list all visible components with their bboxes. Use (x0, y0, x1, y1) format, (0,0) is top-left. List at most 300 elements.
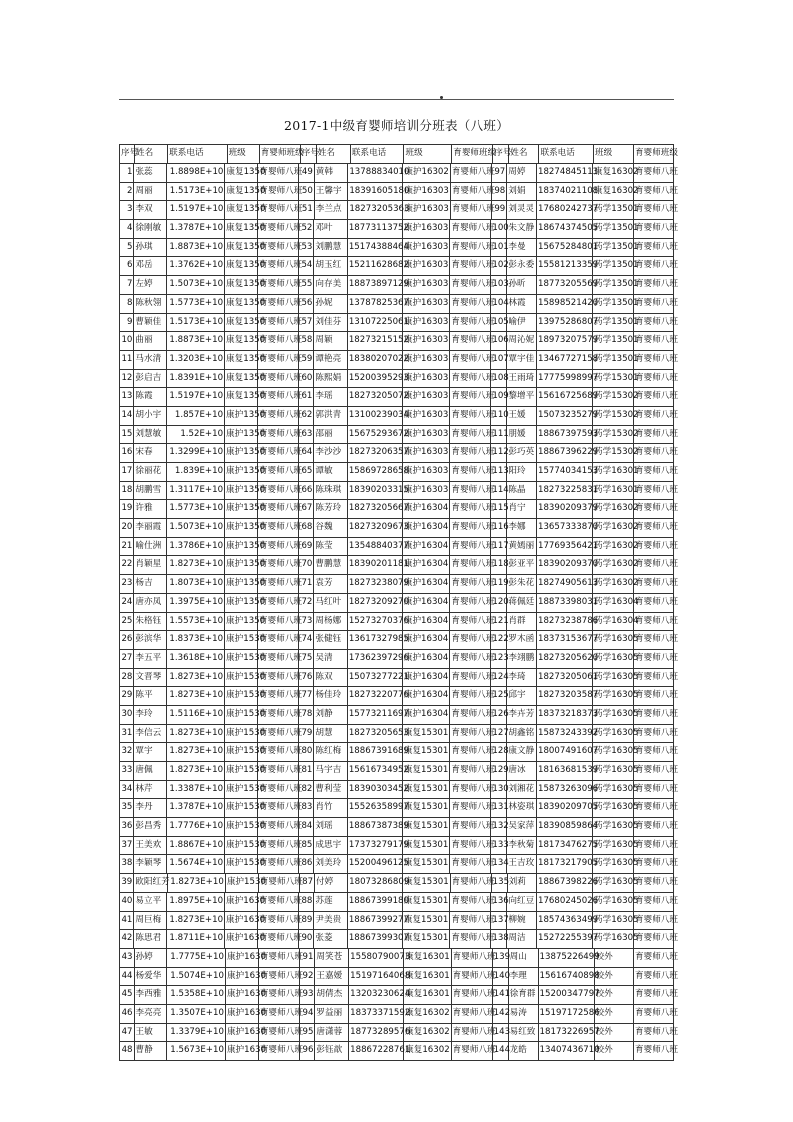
table-cell: 李沙沙 (314, 444, 347, 462)
table-cell: 103 (491, 276, 507, 294)
table-cell: 94 (300, 1005, 315, 1023)
table-cell: 李理 (509, 968, 539, 986)
table-cell: 11 (119, 351, 134, 369)
table-cell: 康护1530 (225, 650, 258, 668)
table-cell: 15526358997 (348, 799, 403, 817)
table-cell: 1.857E+10 (167, 407, 225, 425)
table-cell: 康复16302 (593, 183, 634, 201)
table-cell: 朱格钰 (134, 613, 166, 631)
table-cell: 育婴师八班 (450, 332, 491, 350)
table-cell: 康护16304 (403, 706, 451, 724)
header-cell: 序号 (301, 145, 317, 163)
table-cell: 育婴师八班 (634, 1005, 674, 1023)
table-cell: 45 (119, 986, 135, 1004)
table-cell: 96 (300, 1042, 315, 1060)
table-cell: 康复1350 (225, 220, 258, 238)
table-cell: 育婴师八班 (634, 575, 674, 593)
table-cell: 1.8273E+10 (167, 743, 225, 761)
table-row (119, 706, 678, 725)
table-cell: 李信云 (134, 725, 166, 743)
table-cell: 18273238079 (348, 575, 403, 593)
table-cell: 15873243392 (537, 725, 593, 743)
table-cell: 135 (492, 874, 508, 892)
table-cell: 唐冰 (507, 762, 537, 780)
table-cell: 13875226499 (539, 949, 595, 967)
table-cell: 1.8711E+10 (167, 930, 225, 948)
table-cell: 107 (491, 351, 507, 369)
table-cell: 25 (119, 613, 134, 631)
table-cell: 109 (491, 388, 507, 406)
table-cell: 药学15302 (593, 426, 634, 444)
table-cell: 育婴师八班 (452, 986, 493, 1004)
table-cell: 18973207579 (537, 332, 593, 350)
table-cell: 曹颖佳 (134, 314, 166, 332)
table-cell: 18773289576 (349, 1024, 404, 1042)
table-row (119, 687, 678, 706)
table-cell: 育婴师八班 (450, 444, 491, 462)
table-cell: 育婴师八班 (258, 220, 299, 238)
table-cell: 13788834010 (348, 164, 403, 182)
table-cell: 育婴师八班 (450, 220, 491, 238)
table-cell: 71 (299, 575, 314, 593)
table-cell: 111 (491, 426, 507, 444)
table-cell: 药学16305 (593, 855, 634, 873)
table-row (119, 1005, 678, 1024)
table-cell: 康复15301 (403, 855, 451, 873)
table-cell: 康护16303 (403, 276, 451, 294)
table-cell: 康护16304 (403, 538, 451, 556)
table-cell: 吴家萍 (507, 818, 537, 836)
table-cell: 36 (119, 818, 134, 836)
table-cell: 18390201181 (348, 556, 403, 574)
table-cell: 1.8073E+10 (167, 575, 225, 593)
table-cell: 1.5573E+10 (167, 613, 225, 631)
table-cell: 18163681539 (537, 762, 593, 780)
header-cell: 姓名 (135, 145, 168, 163)
table-cell: 药学16305 (593, 687, 634, 705)
table-cell: 李翊鹏 (507, 650, 537, 668)
table-cell: 康护1530 (225, 743, 258, 761)
table-cell: 30 (119, 706, 134, 724)
table-cell: 肖竹 (314, 799, 347, 817)
table-cell: 康护16303 (403, 220, 451, 238)
table-cell: 育婴师八班 (258, 370, 299, 388)
table-cell: 95 (300, 1024, 315, 1042)
table-cell: 20 (119, 519, 134, 537)
table-cell: 药学13501 (593, 332, 634, 350)
table-cell: 57 (299, 314, 314, 332)
table-cell: 育婴师八班 (258, 276, 299, 294)
table-cell: 康护16303 (403, 201, 451, 219)
table-cell: 曹静 (135, 1042, 168, 1060)
table-row (119, 855, 678, 874)
table-row (119, 650, 678, 669)
table-cell: 彭永委 (507, 257, 537, 275)
table-cell: 1.8873E+10 (167, 239, 225, 257)
table-cell: 130 (491, 781, 507, 799)
table-cell: 康复15301 (403, 837, 451, 855)
table-cell: 陈红梅 (314, 743, 347, 761)
table-cell: 73 (299, 613, 314, 631)
header-cell: 育婴师班级 (634, 145, 674, 163)
table-cell: 1.3762E+10 (167, 257, 225, 275)
table-cell: 64 (299, 444, 314, 462)
table-cell: 康护1350 (225, 613, 258, 631)
table-cell: 育婴师八班 (450, 743, 491, 761)
table-cell: 17373279179 (348, 837, 403, 855)
table-cell: 向存美 (314, 276, 347, 294)
table-cell: 康护1350 (225, 519, 258, 537)
table-cell: 育婴师八班 (258, 743, 299, 761)
table-cell: 马红叶 (314, 594, 347, 612)
table-cell: 康复16302 (593, 164, 634, 182)
header-cell: 育婴师班级 (260, 145, 301, 163)
table-row (119, 370, 678, 389)
table-cell: 90 (299, 930, 314, 948)
table-cell: 15675284801 (537, 239, 593, 257)
table-cell: 育婴师八班 (258, 818, 299, 836)
table-cell: 129 (491, 762, 507, 780)
table-cell: 周洁 (507, 930, 537, 948)
table-cell: 药学15302 (593, 444, 634, 462)
table-cell: 132 (491, 818, 507, 836)
table-cell: 育婴师八班 (634, 781, 674, 799)
table-cell: 康护1630 (226, 1024, 259, 1042)
table-row (119, 519, 678, 538)
table-cell: 42 (119, 930, 134, 948)
table-cell: 康复16301 (404, 949, 452, 967)
table-cell: 康复15301 (403, 781, 451, 799)
table-cell: 141 (493, 986, 509, 1004)
table-cell: 覃宇 (134, 743, 166, 761)
table-cell: 9 (119, 314, 134, 332)
table-cell: 药学15301 (593, 370, 634, 388)
table-cell: 119 (491, 575, 507, 593)
table-cell: 药学13501 (593, 351, 634, 369)
table-cell: 育婴师八班 (634, 314, 674, 332)
table-cell: 1.5074E+10 (167, 968, 226, 986)
table-row (119, 295, 678, 314)
table-cell: 1.3203E+10 (167, 351, 225, 369)
table-cell: 1.5674E+10 (167, 855, 225, 873)
table-cell: 18773205569 (537, 276, 593, 294)
table-cell: 86 (299, 855, 314, 873)
table-cell: 康护1350 (225, 444, 258, 462)
table-row (119, 556, 678, 575)
table-cell: 21 (119, 538, 134, 556)
table-row (119, 594, 678, 613)
table-cell: 102 (491, 257, 507, 275)
table-cell: 育婴师八班 (258, 295, 299, 313)
table-cell: 1.3117E+10 (167, 482, 225, 500)
table-cell: 育婴师八班 (634, 257, 674, 275)
table-cell: 18173226957 (539, 1024, 595, 1042)
table-cell: 29 (119, 687, 134, 705)
table-cell: 82 (299, 781, 314, 799)
table-cell: 99 (492, 201, 507, 219)
table-cell: 67 (299, 500, 314, 518)
table-cell: 13 (119, 388, 134, 406)
table-cell: 6 (119, 257, 134, 275)
table-cell: 育婴师八班 (634, 912, 674, 930)
table-cell: 18273205363 (348, 201, 403, 219)
table-cell: 谷魏 (314, 519, 347, 537)
table-cell: 育婴师八班 (450, 762, 491, 780)
table-row (119, 257, 678, 276)
table-cell: 周笑苍 (315, 949, 349, 967)
table-cell: 黎增平 (507, 388, 537, 406)
table-cell: 陈晶 (507, 482, 537, 500)
table-cell: 1.3299E+10 (167, 444, 225, 462)
table-cell: 药学16301 (593, 482, 634, 500)
table-cell: 康护16304 (403, 650, 451, 668)
table-cell: 92 (300, 968, 315, 986)
table-cell: 10 (119, 332, 134, 350)
table-cell: 李西雅 (135, 986, 168, 1004)
table-cell: 阳玲 (507, 463, 537, 481)
table-cell: 康护1350 (225, 556, 258, 574)
table-cell: 16 (119, 444, 134, 462)
table-cell: 15869728658 (348, 463, 403, 481)
table-cell: 育婴师八班 (258, 556, 299, 574)
table-cell: 育婴师八班 (258, 463, 299, 481)
table-cell: 陈芳玲 (314, 500, 347, 518)
table-cell: 许雅 (134, 500, 166, 518)
table-cell: 120 (491, 594, 507, 612)
table-cell: 宋春 (134, 444, 166, 462)
table-cell: 康护16303 (403, 314, 451, 332)
table-cell: 育婴师八班 (450, 407, 491, 425)
table-cell: 127 (491, 725, 507, 743)
header-cell: 联系电话 (351, 145, 405, 163)
table-cell: 药学16305 (593, 893, 634, 911)
table-cell: 康护16303 (403, 482, 451, 500)
table-cell: 70 (299, 556, 314, 574)
table-cell: 蒋佩廷 (507, 594, 537, 612)
table-cell: 林霞 (507, 295, 537, 313)
table-cell: 孙妮 (314, 295, 347, 313)
table-cell: 彭朱花 (507, 575, 537, 593)
table-cell: 覃宇佳 (507, 351, 537, 369)
table-cell: 药学16305 (593, 874, 634, 892)
table-cell: 康护16304 (403, 594, 451, 612)
table-cell: 140 (493, 968, 509, 986)
table-cell: 育婴师八班 (259, 949, 300, 967)
table-cell: 18873897129 (348, 276, 403, 294)
table-cell: 75 (299, 650, 314, 668)
table-cell: 康复1350 (225, 314, 258, 332)
table-cell: 康护1630 (225, 893, 258, 911)
table-cell: 药学16302 (593, 556, 634, 574)
table-cell: 18373153677 (537, 631, 593, 649)
table-cell: 育婴师八班 (258, 687, 299, 705)
table-cell: 育婴师八班 (258, 201, 299, 219)
table-cell: 育婴师八班 (450, 295, 491, 313)
table-cell: 育婴师八班 (634, 482, 674, 500)
table-cell: 校外 (595, 1024, 634, 1042)
table-cell: 育婴师八班 (258, 332, 299, 350)
table-cell: 育婴师八班 (450, 781, 491, 799)
table-cell: 育婴师八班 (258, 912, 299, 930)
table-row (119, 669, 678, 688)
table-cell: 罗木函 (507, 631, 537, 649)
table-cell: 彭钰歆 (315, 1042, 349, 1060)
table-cell: 18390209370 (537, 556, 593, 574)
table-cell: 1.5197E+10 (167, 201, 225, 219)
table-cell: 育婴师八班 (451, 183, 492, 201)
table-cell: 药学13501 (593, 201, 634, 219)
table-cell: 育婴师八班 (450, 725, 491, 743)
table-cell: 康复1350 (225, 388, 258, 406)
table-cell: 郭洪青 (314, 407, 347, 425)
table-cell: 药学16305 (593, 743, 634, 761)
table-cell: 育婴师八班 (258, 239, 299, 257)
table-cell: 1.3507E+10 (167, 1005, 226, 1023)
table-cell: 邓岳 (134, 257, 166, 275)
table-cell: 李瑶 (314, 388, 347, 406)
table-cell: 药学13501 (593, 295, 634, 313)
table-cell: 52 (299, 220, 314, 238)
table-cell: 李丹 (134, 799, 166, 817)
table-cell: 15197172586 (539, 1005, 595, 1023)
table-cell: 17769356421 (537, 538, 593, 556)
table-cell: 王嘉嫒 (315, 968, 349, 986)
table-cell: 育婴师八班 (450, 687, 491, 705)
table-cell: 育婴师八班 (450, 276, 491, 294)
table-cell: 袁芳 (314, 575, 347, 593)
table-cell: 药学16305 (593, 930, 634, 948)
table-cell: 校外 (595, 1042, 634, 1060)
table-cell: 84 (299, 818, 314, 836)
table-cell: 18867391689 (348, 743, 403, 761)
table-row (119, 743, 678, 762)
table-cell: 校外 (595, 986, 634, 1004)
table-cell: 药学16305 (593, 706, 634, 724)
table-cell: 药学16302 (593, 500, 634, 518)
table-cell: 41 (119, 912, 134, 930)
table-cell: 112 (491, 444, 507, 462)
table-cell: 育婴师八班 (634, 463, 674, 481)
table-cell: 康护1530 (225, 631, 258, 649)
table-cell: 18773113752 (348, 220, 403, 238)
table-cell: 19 (119, 500, 134, 518)
table-cell: 康护1530 (225, 706, 258, 724)
table-row (119, 239, 678, 258)
table-cell: 育婴师八班 (634, 388, 674, 406)
table-cell: 肖宁 (507, 500, 537, 518)
table-cell: 彭巧英 (507, 444, 537, 462)
table-cell: 育婴师八班 (258, 538, 299, 556)
table-cell: 育婴师八班 (258, 762, 299, 780)
table-cell: 胡倩杰 (315, 986, 349, 1004)
table-cell: 育婴师八班 (450, 855, 491, 873)
table-cell: 康护16304 (403, 519, 451, 537)
table-cell: 62 (299, 407, 314, 425)
table-cell: 15197164068 (349, 968, 404, 986)
table-cell: 15616734952 (348, 762, 403, 780)
table-cell: 育婴师八班 (450, 519, 491, 537)
table-cell: 69 (299, 538, 314, 556)
table-cell: 68 (299, 519, 314, 537)
table-cell: 陈平 (134, 687, 166, 705)
table-cell: 18867399307 (348, 930, 403, 948)
table-row (119, 949, 678, 968)
table-cell: 1.8273E+10 (168, 874, 226, 892)
table-row (119, 183, 678, 202)
table-cell: 育婴师八班 (258, 164, 299, 182)
table-cell: 康护16304 (403, 687, 451, 705)
table-cell: 药学16305 (593, 818, 634, 836)
table-cell: 育婴师八班 (450, 594, 491, 612)
table-cell: 王馨宇 (315, 183, 349, 201)
table-cell: 18867396229 (537, 444, 593, 462)
table-cell: 肖颖星 (134, 556, 166, 574)
table-cell: 18273215152 (348, 332, 403, 350)
table-row (119, 1024, 678, 1043)
table-cell: 王雨琦 (507, 370, 537, 388)
table-cell: 彭滨华 (134, 631, 166, 649)
table-cell: 18390303452 (348, 781, 403, 799)
table-row (119, 613, 678, 632)
table-cell: 康护1350 (225, 407, 258, 425)
table-cell: 李兰点 (315, 201, 349, 219)
table-cell: 周杨娜 (314, 613, 347, 631)
table-cell: 114 (491, 482, 507, 500)
table-cell: 药学16305 (593, 762, 634, 780)
table-cell: 1.8867E+10 (167, 837, 225, 855)
table-cell: 育婴师八班 (634, 426, 674, 444)
table-cell: 育婴师八班 (258, 257, 299, 275)
table-cell: 周山 (509, 949, 539, 967)
table-cell: 18390209379 (537, 500, 593, 518)
table-cell: 12 (119, 370, 134, 388)
table-cell: 药学16302 (593, 538, 634, 556)
table-cell: 康护16303 (403, 444, 451, 462)
table-cell: 康护1630 (226, 986, 259, 1004)
table-cell: 邱宇 (507, 687, 537, 705)
table-cell: 康护1350 (225, 500, 258, 518)
table-cell: 育婴师八班 (634, 239, 674, 257)
table-cell: 47 (119, 1024, 135, 1042)
table-cell: 育婴师八班 (450, 631, 491, 649)
table-cell: 刘莉 (508, 874, 537, 892)
table-cell: 136 (491, 893, 507, 911)
table-cell: 育婴师八班 (450, 388, 491, 406)
table-cell: 曹利莹 (314, 781, 347, 799)
table-cell: 药学15302 (593, 407, 634, 425)
table-cell: 110 (491, 407, 507, 425)
table-cell: 罗益丽 (315, 1005, 349, 1023)
table-cell: 康护16303 (403, 295, 451, 313)
table-cell: 育婴师八班 (634, 631, 674, 649)
table-cell: 13617327985 (348, 631, 403, 649)
table-row (119, 444, 678, 463)
table-cell: 15200496125 (348, 855, 403, 873)
table-cell: 育婴师八班 (634, 1042, 674, 1060)
table-cell: 77 (299, 687, 314, 705)
table-cell: 周婷 (507, 164, 537, 182)
table-cell: 66 (299, 482, 314, 500)
table-cell: 康护1530 (225, 687, 258, 705)
table-cell: 育婴师八班 (258, 650, 299, 668)
table-cell: 17680245026 (537, 893, 593, 911)
table-cell: 15616740898 (539, 968, 595, 986)
table-cell: 药学13501 (593, 220, 634, 238)
table-cell: 陈熙娟 (314, 370, 347, 388)
table-cell: 1.8273E+10 (167, 556, 225, 574)
table-cell: 康复15301 (403, 762, 451, 780)
table-cell: 育婴师八班 (452, 949, 493, 967)
